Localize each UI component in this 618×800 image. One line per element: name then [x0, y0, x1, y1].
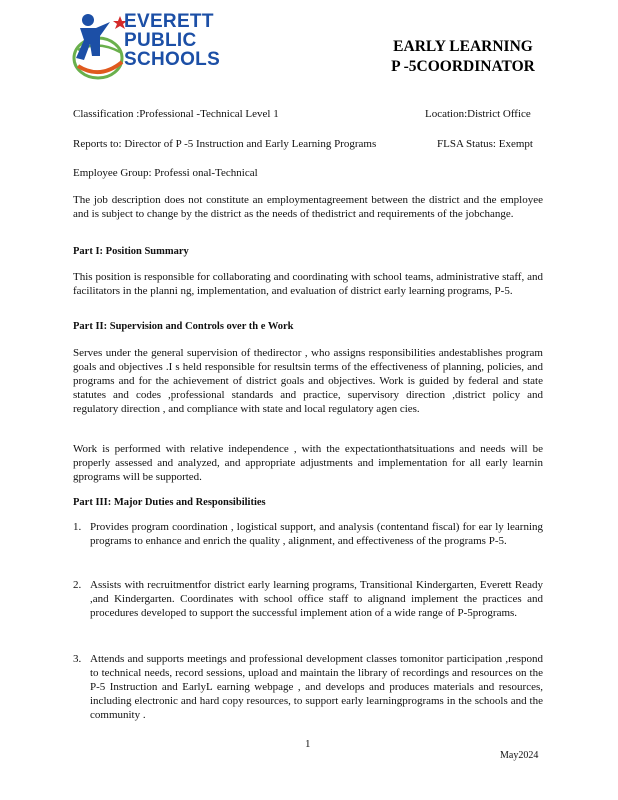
duty-text: Assists with recruitmentfor district early learning programs, Transitional Kindergarten, Everett Ready ,and Kindergarten. Coordinates with school office staff to alignand implement the practices and procedures developed to support the successful implement ation of a wide range of P-5programs.	[90, 579, 543, 619]
district-logo	[70, 10, 250, 82]
child-globe-icon	[70, 10, 130, 82]
part3-heading: Part III: Major Duties and Responsibilities	[73, 497, 266, 508]
reports-to-field: Reports to: Director of P -5 Instruction and Early Learning Programs	[73, 138, 377, 150]
job-title-line-2: P -5COORDINATOR	[391, 58, 535, 75]
part1-heading: Part I: Position Summary	[73, 246, 189, 257]
employee-group-field: Employee Group: Professi onal-Technical	[73, 167, 258, 179]
logo-wordmark	[124, 12, 220, 69]
job-title	[363, 37, 563, 77]
job-title-line-1: EARLY LEARNING	[393, 38, 533, 55]
intro-paragraph: The job description does not constitute an employmentagreement between the district and the employee and is subject to change by the district as the needs of thedistrict and requirements of the jobchange.	[73, 194, 543, 220]
duty-number: 2.	[73, 579, 82, 591]
logo-line-3: SCHOOLS	[124, 49, 221, 70]
duty-text: Provides program coordination , logistical support, and analysis (contentand fiscal) for ear ly learning programs to enhance and enrich the quality , alignment, and effectiveness of the programs P-5.	[90, 521, 543, 547]
duty-item	[73, 578, 543, 620]
part1-paragraph: This position is responsible for collaborating and coordinating with school teams, administrative staff, and facilitators in the planni ng, implementation, and evaluation of district early learning programs, P-5.	[73, 271, 543, 297]
page-number: 1	[305, 738, 311, 750]
duty-item	[73, 652, 543, 722]
duty-item	[73, 520, 543, 548]
part2-paragraph-1: Serves under the general supervision of thedirector , who assigns responsibilities andestablishes program goals and objectives .I s held responsible for resultsin terms of the effectiveness of planning, policies, and programs and for the achievement of district goals and objectives. Work is guided by federal and state statutes and codes ,professional standards and practice, supervisory direction ,district policy and regulatory direction , and compliance with state and local regulatory agen cies.	[73, 347, 543, 415]
revision-date: May2024	[500, 750, 539, 761]
classification-field: Classification :Professional -Technical Level 1	[73, 108, 279, 120]
location-field: Location:District Office	[425, 108, 531, 120]
duty-text: Attends and supports meetings and professional development classes tomonitor participation ,respond to technical needs, record sessions, upload and maintain the library of recordings and resources on the P-5 Instruction and EarlyL earning webpage , and develops and produces materials and resources, including electronic and hard copy resources, to support early learningprograms in the schools and the community .	[90, 653, 543, 721]
duty-number: 3.	[73, 653, 82, 665]
duty-number: 1.	[73, 521, 82, 533]
logo-line-2: PUBLIC	[124, 30, 197, 51]
part2-paragraph-2: Work is performed with relative independence , with the expectationthatsituations and needs will be properly assessed and analyzed, and appropriate adjustments and implementation for all early learnin gprograms will be supported.	[73, 443, 543, 483]
flsa-status-field: FLSA Status: Exempt	[437, 138, 533, 150]
part2-heading: Part II: Supervision and Controls over th e Work	[73, 321, 294, 332]
logo-line-1: EVERETT	[124, 11, 214, 32]
